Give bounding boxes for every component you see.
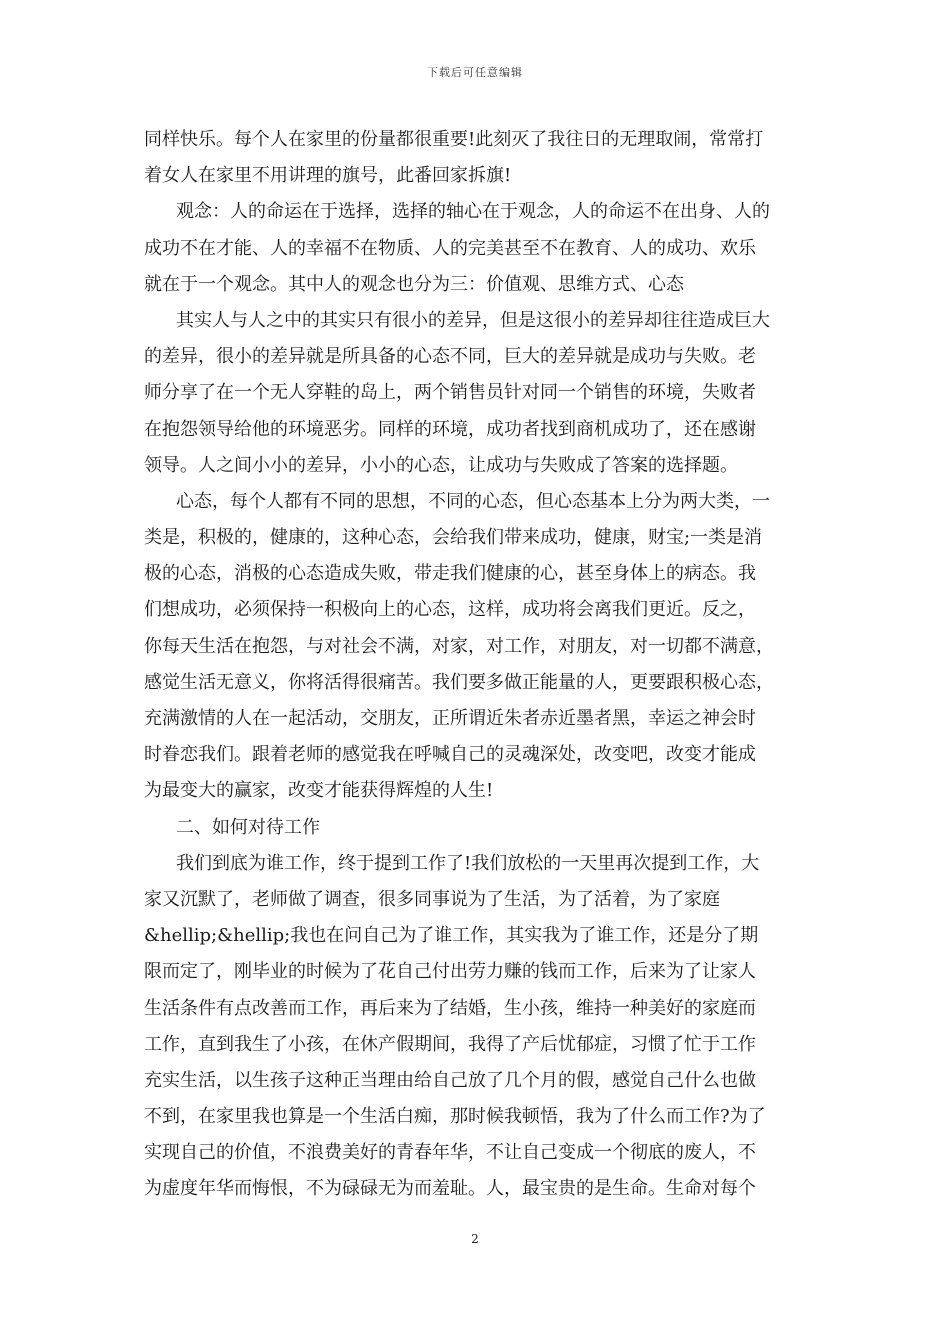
text-line: 为最变大的赢家，改变才能获得辉煌的人生! (144, 780, 494, 802)
text-line: 观念：人的命运在于选择，选择的轴心在于观念，人的命运不在出身、人的 (176, 201, 770, 223)
text-line: 二、如何对待工作 (176, 816, 320, 838)
text-line: 工作，直到我生了小孩，在休产假期间，我得了产后忧郁症，习惯了忙于工作 (144, 1033, 756, 1055)
text-line: 在抱怨领导给他的环境恶劣。同样的环境，成功者找到商机成功了，还在感谢 (144, 418, 756, 440)
text-line: 其实人与人之中的其实只有很小的差异，但是这很小的差异却往往造成巨大 (176, 309, 770, 331)
text-line: 充实生活，以生孩子这种正当理由给自己放了几个月的假，感觉自己什么也做 (144, 1069, 756, 1091)
text-line: 们想成功，必须保持一积极向上的心态，这样，成功将会离我们更近。反之， (144, 599, 756, 621)
text-line: 极的心态，消极的心态造成失败，带走我们健康的心，甚至身体上的病态。我 (144, 563, 756, 585)
text-line: 成功不在才能、人的幸福不在物质、人的完美甚至不在教育、人的成功、欢乐 (144, 237, 756, 259)
text-line: 的差异，很小的差异就是所具备的心态不同，巨大的差异就是成功与失败。老 (144, 346, 756, 368)
page-number: 2 (471, 1232, 479, 1246)
text-line: 限而定了，刚毕业的时候为了花自己付出劳力赚的钱而工作，后来为了让家人 (144, 961, 756, 983)
text-line: 生活条件有点改善而工作，再后来为了结婚，生小孩，维持一种美好的家庭而 (144, 997, 756, 1019)
text-line: 同样快乐。每个人在家里的份量都很重要!此刻灭了我往日的无理取闹，常常打 (144, 129, 764, 150)
text-line: 时眷恋我们。跟着老师的感觉我在呼喊自己的灵魂深处，改变吧，改变才能成 (144, 744, 756, 766)
header-note: 下载后可任意编辑 (427, 66, 523, 79)
text-line: 充满激情的人在一起活动，交朋友，正所谓近朱者赤近墨者黑，幸运之神会时 (144, 708, 756, 729)
text-line: 着女人在家里不用讲理的旗号，此番回家拆旗! (144, 165, 512, 187)
text-line: 感觉生活无意义，你将活得很痛苦。我们要多做正能量的人，更要跟积极心态， (144, 671, 774, 693)
text-line: 就在于一个观念。其中人的观念也分为三：价值观、思维方式、心态 (144, 273, 684, 295)
text-line: 家又沉默了，老师做了调查，很多同事说为了生活，为了活着，为了家庭 (144, 888, 720, 910)
text-line: 为虚度年华而悔恨，不为碌碌无为而羞耻。人，最宝贵的是生命。生命对每个 (144, 1178, 756, 1200)
text-line: 不到，在家里我也算是一个生活白痴，那时候我顿悟，我为了什么而工作?为了 (144, 1106, 766, 1128)
text-line: 我们到底为谁工作，终于提到工作了!我们放松的一天里再次提到工作，大 (176, 852, 760, 874)
text-line: 心态，每个人都有不同的思想，不同的心态，但心态基本上分为两大类，一 (176, 490, 770, 512)
body-text (144, 122, 816, 1208)
text-line: &hellip;&hellip;我也在问自己为了谁工作，其实我为了谁工作，还是分了期 (144, 925, 759, 947)
text-line: 师分享了在一个无人穿鞋的岛上，两个销售员针对同一个销售的环境，失败者 (144, 382, 756, 404)
text-line: 实现自己的价值，不浪费美好的青春年华，不让自己变成一个彻底的废人，不 (144, 1142, 756, 1164)
text-line: 类是，积极的，健康的，这种心态，会给我们带来成功，健康，财宝;一类是消 (144, 527, 763, 549)
text-line: 你每天生活在抱怨，与对社会不满，对家，对工作，对朋友，对一切都不满意， (144, 635, 774, 657)
text-line: 领导。人之间小小的差异，小小的心态，让成功与失败成了答案的选择题。 (144, 454, 738, 476)
